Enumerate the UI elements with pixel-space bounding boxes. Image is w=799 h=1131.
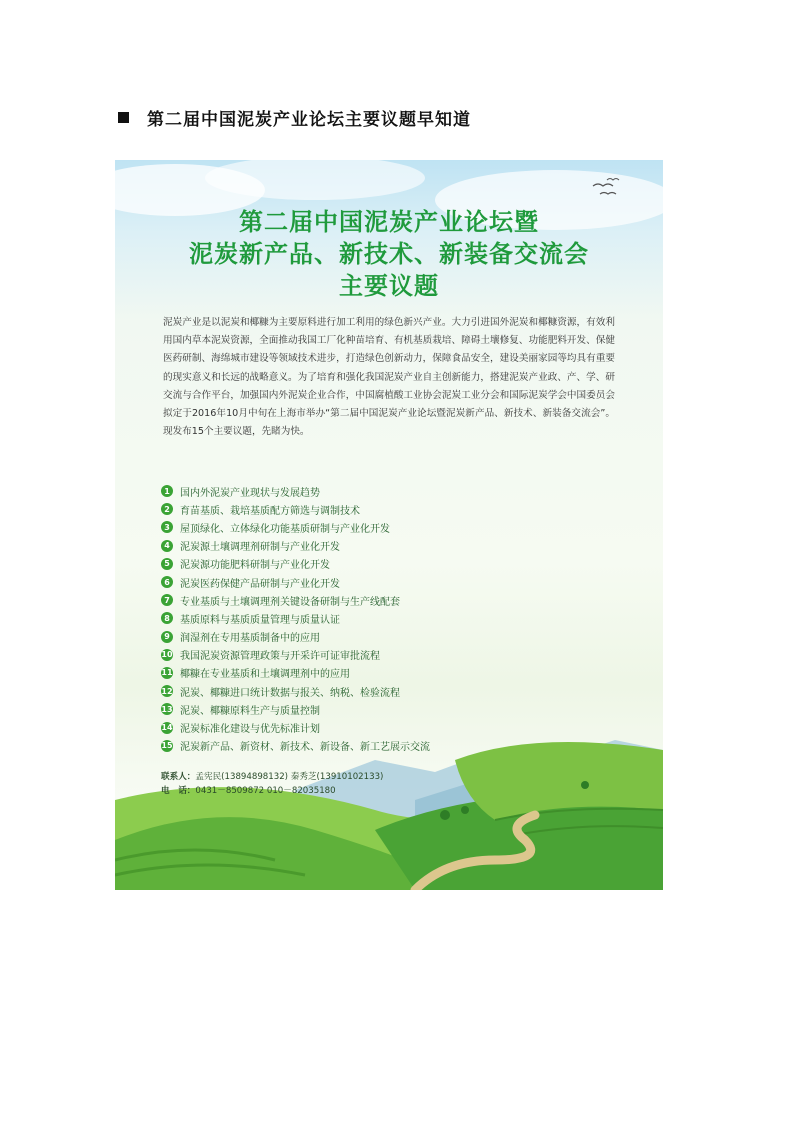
list-item [161, 537, 621, 555]
list-item [161, 700, 621, 718]
list-item [161, 609, 621, 627]
list-item [161, 573, 621, 591]
topic-list [161, 482, 621, 755]
list-item [161, 591, 621, 609]
number-circle-icon: 4 [161, 540, 173, 552]
list-item [161, 518, 621, 536]
list-item [161, 718, 621, 736]
number-circle-icon: 1 [161, 485, 173, 497]
contact-info [161, 770, 383, 798]
contact-label: 联系人： [161, 772, 196, 782]
list-item [161, 628, 621, 646]
topic-text: 泥炭新产品、新资材、新技术、新设备、新工艺展示交流 [180, 742, 430, 754]
list-item [161, 482, 621, 500]
number-circle-icon: 13 [161, 704, 173, 714]
list-item [161, 555, 621, 573]
section-heading [118, 104, 471, 130]
number-circle-icon: 7 [161, 594, 173, 606]
contact-people-row [161, 770, 383, 784]
section-heading-text: 第二届中国泥炭产业论坛主要议题早知道 [147, 109, 471, 130]
topic-text: 我国泥炭资源管理政策与开采许可证审批流程 [180, 651, 380, 663]
number-circle-icon: 10 [161, 650, 173, 660]
number-circle-icon: 11 [161, 668, 173, 678]
topic-text: 泥炭、椰糠进口统计数据与报关、纳税、检验流程 [180, 687, 400, 699]
number-circle-icon: 14 [161, 723, 173, 733]
number-circle-icon: 2 [161, 503, 173, 515]
number-circle-icon: 8 [161, 612, 173, 624]
number-circle-icon: 9 [161, 631, 173, 643]
topic-text: 泥炭标准化建设与优先标准计划 [180, 724, 320, 736]
list-item [161, 682, 621, 700]
contact-people: 孟宪民(13894898132) 秦秀芝(13910102133) [195, 772, 384, 782]
number-circle-icon: 12 [161, 686, 173, 696]
list-item [161, 664, 621, 682]
poster-title-line-3: 主要议题 [339, 272, 439, 300]
contact-phone-row [161, 784, 383, 798]
poster-title-line-1: 第二届中国泥炭产业论坛暨 [239, 208, 539, 236]
topic-text: 润湿剂在专用基质制备中的应用 [180, 633, 320, 645]
number-circle-icon: 3 [161, 521, 173, 533]
topic-text: 椰糠在专业基质和土壤调理剂中的应用 [180, 669, 350, 681]
square-bullet-icon [118, 112, 129, 123]
topic-text: 泥炭、椰糠原料生产与质量控制 [180, 705, 320, 717]
poster-intro-paragraph: 泥炭产业是以泥炭和椰糠为主要原料进行加工利用的绿色新兴产业。大力引进国外泥炭和椰糠资源，有效利用国内草本泥炭资源，全面推动我国工厂化种苗培育、有机基质栽培、障碍土壤修复、功能肥料开发、保健医药研制、海绵城市建设等领域技术进步，打造绿色创新动力，保障食品安全，建设美丽家园等均具有重要的现实意义和长远的战略意义。为了培育和强化我国泥炭产业自主创新能力，搭建泥炭产业政、产、学、研交流与合作平台，加强国内外泥炭企业合作，中国腐植酸工业协会泥炭工业分会和国际泥炭学会中国委员会拟定于2016年10月中旬在上海市举办“第二届中国泥炭产业论坛暨泥炭新产品、新技术、新装备交流会”。现发布15个主要议题，先睹为快。 [163, 317, 615, 438]
topic-text: 泥炭医药保健产品研制与产业化开发 [180, 578, 340, 590]
list-item [161, 500, 621, 518]
topic-text: 基质原料与基质质量管理与质量认证 [180, 614, 340, 626]
list-item [161, 737, 621, 755]
topic-text: 屋顶绿化、立体绿化功能基质研制与产业化开发 [180, 523, 390, 535]
contact-phones: 0431－8509872 010－82035180 [195, 786, 336, 796]
number-circle-icon: 6 [161, 576, 173, 588]
number-circle-icon: 15 [161, 741, 173, 751]
topic-text: 专业基质与土壤调理剂关键设备研制与生产线配套 [180, 596, 400, 608]
topic-text: 泥炭源土壤调理剂研制与产业化开发 [180, 542, 340, 554]
poster-title-line-2: 泥炭新产品、新技术、新装备交流会 [189, 240, 589, 268]
phone-label: 电 话： [161, 786, 196, 796]
topic-text: 国内外泥炭产业现状与发展趋势 [180, 487, 320, 499]
forum-poster [115, 160, 663, 890]
number-circle-icon: 5 [161, 558, 173, 570]
topic-text: 泥炭源功能肥料研制与产业化开发 [180, 560, 330, 572]
list-item [161, 646, 621, 664]
topic-text: 育苗基质、栽培基质配方筛选与调制技术 [180, 505, 360, 517]
